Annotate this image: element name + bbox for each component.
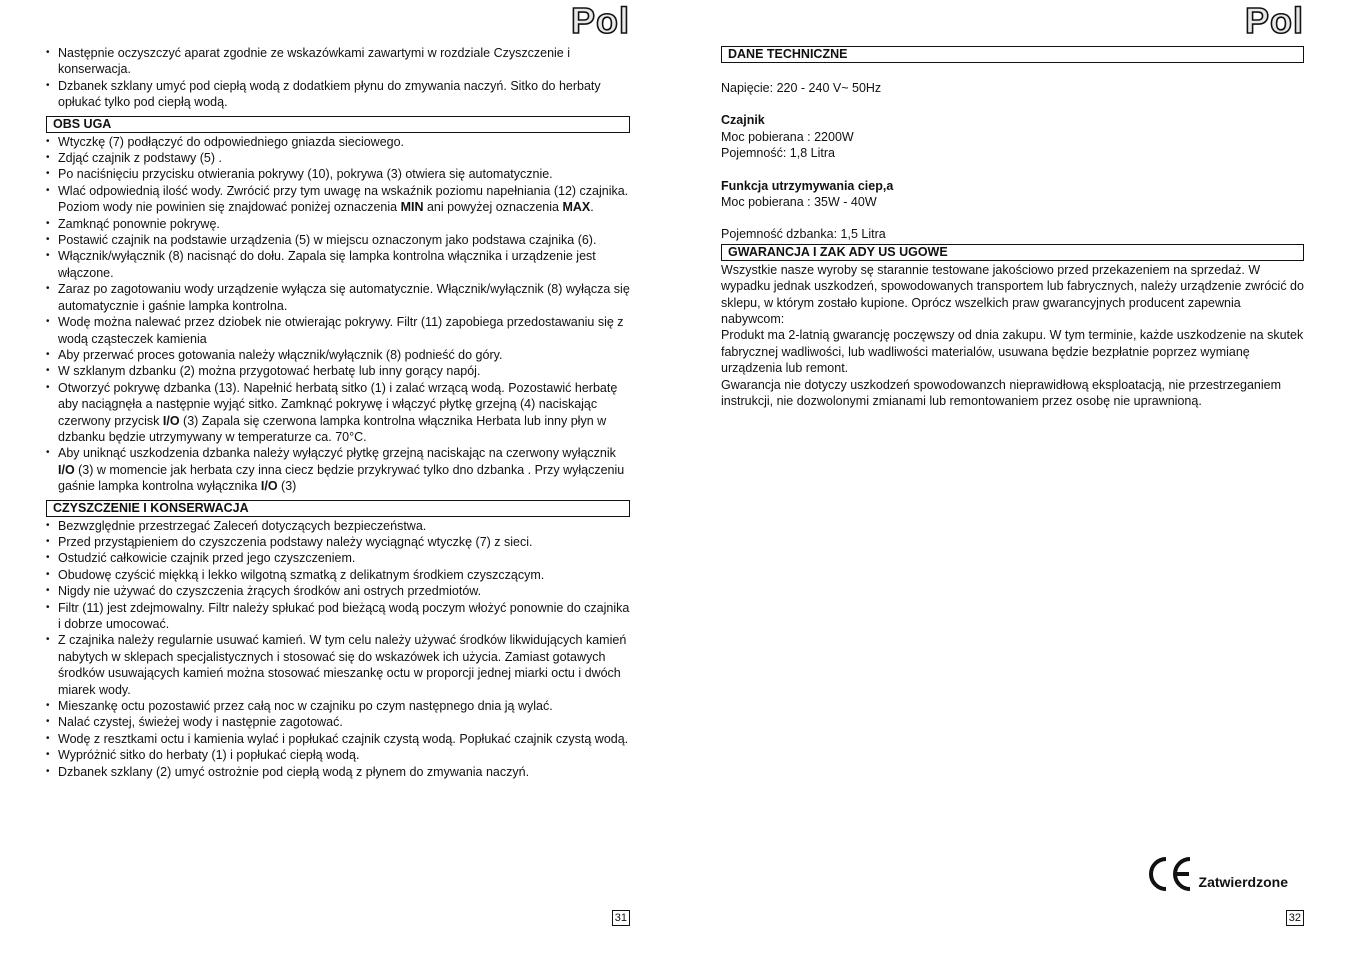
cleaning-list (46, 518, 630, 781)
kettle-capacity: Pojemność: 1,8 Litra (721, 146, 835, 161)
list-item: • Wtyczkę (7) podłączyć do odpowiedniego gniazda sieciowego. (46, 134, 630, 150)
ce-approval (1147, 856, 1288, 892)
language-heading-left: Pol (570, 0, 630, 41)
list-item: • Zamknąć ponownie pokrywę. (46, 216, 630, 232)
section-title-obsluga: OBS UGA (46, 116, 630, 133)
ce-label: Zatwierdzone (1198, 874, 1288, 890)
voltage-text: Napięcie: 220 - 240 V~ 50Hz (721, 81, 882, 95)
list-item: • Aby przerwać proces gotowania należy włącznik/wyłącznik (8) podnieść do góry. (46, 347, 630, 363)
list-item: • Aby uniknąć uszkodzenia dzbanka należy wyłączyć płytkę grzejną naciskając na czerwony wyłącznik I/O (3) w momencie jak herbata czy inna ciecz będzie przykrywać tylko dno dzbanka . Przy wyłączeniu gaśnie lampka kontrolna wyłącznika I/O (3) (46, 445, 630, 494)
kettle-heading: Czajnik (721, 113, 765, 128)
warranty-paragraph-3: Gwarancja nie dotyczy uszkodzeń spowodowanzch nieprawidłową eksploatacją, nie przestrzeganiem instrukcji, nie dozwolonymi zmianami lub remontowaniem przez osobę nie uprawnioną. (721, 377, 1282, 409)
list-item: • Dzbanek szklany (2) umyć ostrożnie pod ciepłą wodą z płynem do zmywania naczyń. (46, 764, 630, 780)
intro-list (46, 45, 630, 111)
content-right (721, 45, 1304, 410)
list-item: • Włącznik/wyłącznik (8) nacisnąć do dołu. Zapala się lampka kontrolna włącznika i urządzenie jest włączone. (46, 248, 630, 281)
list-item: • Ostudzić całkowicie czajnik przed jego czyszczeniem. (46, 550, 630, 566)
section-title-tech: DANE TECHNICZNE (721, 46, 1304, 63)
list-item: • Po naciśnięciu przycisku otwierania pokrywy (10), pokrywa (3) otwiera się automatycznie. (46, 166, 630, 182)
warranty-paragraph-2: Produkt ma 2-latnią gwarancję poczęwszy od dnia zakupu. W tym terminie, każde uszkodzenie na skutek fabrycznej wadliwości, lub wadliwości materialów, usuwana będzie bezpłatnie poprzez wymianę urządzenia lub remont. (721, 328, 1304, 376)
list-item: • Bezwzględnie przestrzegać Zaleceń dotyczących bezpieczeństwa. (46, 518, 630, 534)
list-item: • Wlać odpowiednią ilość wody. Zwrócić przy tym uwagę na wskaźnik poziomu napełniania (12) czajnika. Poziom wody nie powinien się znajdować poniżej oznaczenia MIN ani powyżej oznaczenia MAX. (46, 183, 630, 216)
section-title-cleaning: CZYSZCZENIE I KONSERWACJA (46, 500, 630, 517)
list-item: • Filtr (11) jest zdejmowalny. Filtr należy spłukać pod bieżącą wodą poczym włożyć ponownie do czajnika i dobrze umocować. (46, 600, 630, 633)
list-item: • Zaraz po zagotowaniu wody urządzenie wyłącza się automatycznie. Włącznik/wyłącznik (8) wyłącza się automatycznie i gaśnie lampka kontrolna. (46, 281, 630, 314)
kettle-power: Moc pobierana : 2200W (721, 129, 854, 144)
list-item: • Obudowę czyścić miękką i lekko wilgotną szmatką z delikatnym środkiem czyszczącym. (46, 567, 630, 583)
list-item: • Zdjąć czajnik z podstawy (5) . (46, 150, 630, 166)
list-item: • Wodę z resztkami octu i kamienia wylać i popłukać czajnik czystą wodą. Popłukać czajnik czystą wodą. (46, 731, 630, 747)
list-item: • Z czajnika należy regularnie usuwać kamień. W tym celu należy używać środków likwidujących kamień nabytych w sklepach specjalistycznych i stosować się do wskazówek ich użycia. Zamiast gotawych środków usuwających kamień można stosować mieszankę octu w proporcji jednej miarki octu i dwóch miarek wody. (46, 632, 630, 698)
warm-heading: Funkcja utrzymywania ciep,a (721, 178, 894, 193)
list-item: • Otworzyć pokrywę dzbanka (13). Napełnić herbatą sitko (1) i zalać wrzącą wodą. Pozostawić herbatę aby naciągnęła a następnie wyjąć sitko. Zamknąć pokrywę i włączyć płytkę grzejną (4) naciskając czerwony przycisk I/O (3) Zapala się czerwona lampka kontrolna włącznika Herbata lub inny płyn w dzbanku będzie utrzymywany w temperaturze ca. 70°C. (46, 380, 630, 446)
obsluga-list (46, 134, 630, 495)
list-item: • Wodę można nalewać przez dziobek nie otwierając pokrywy. Filtr (11) zapobiega przedostawaniu się z wodą cząsteczek kamienia (46, 314, 630, 347)
list-item: • Nalać czystej, świeżej wody i następnie zagotować. (46, 714, 630, 730)
warranty-paragraph-1: Wszystkie nasze wyroby sę starannie testowane jakościowo przed przekazeniem na sprzedaż. W wypadku jednak uszkodzeń, spowodowanych transportem lub fabrycznych, należy urządzenie zwrócić do sklepu, w którym zostało kupione. Oprócz wszelkich praw gwarancyjnych producent zapewnia nabywcom: (721, 262, 1304, 327)
language-heading-right: Pol (1244, 0, 1304, 41)
list-item: • Dzbanek szklany umyć pod ciepłą wodą z dodatkiem płynu do zmywania naczyń. Sitko do herbaty opłukać tylko pod ciepłą wodą. (46, 78, 630, 111)
list-item: • Mieszankę octu pozostawić przez całą noc w czajniku po czym następnego dnia ją wylać. (46, 698, 630, 714)
list-item: • W szklanym dzbanku (2) można przygotować herbatę lub inny gorący napój. (46, 363, 630, 379)
list-item: • Wypróżnić sitko do herbaty (1) i popłukać ciepłą wodą. (46, 747, 630, 763)
list-item: • Przed przystąpieniem do czyszczenia podstawy należy wyciągnąć wtyczkę (7) z sieci. (46, 534, 630, 550)
list-item: • Następnie oczyszczyć aparat zgodnie ze wskazówkami zawartymi w rozdziale Czyszczenie i konserwacja. (46, 45, 630, 78)
jug-capacity: Pojemność dzbanka: 1,5 Litra (721, 227, 886, 242)
ce-mark-icon (1147, 856, 1193, 892)
list-item: • Postawić czajnik na podstawie urządzenia (5) w miejscu oznaczonym jako podstawa czajnika (6). (46, 232, 630, 248)
list-item: • Nigdy nie używać do czyszczenia żrących środków ani ostrych przedmiotów. (46, 583, 630, 599)
warm-power: Moc pobierana : 35W - 40W (721, 195, 877, 210)
page-number-right: 32 (1286, 910, 1304, 926)
content-left (46, 45, 630, 780)
page-left (46, 0, 630, 954)
page-number-left: 31 (612, 910, 630, 926)
section-title-warranty: GWARANCJA I ZAK ADY US UGOWE (721, 244, 1304, 261)
page-right (721, 0, 1304, 954)
